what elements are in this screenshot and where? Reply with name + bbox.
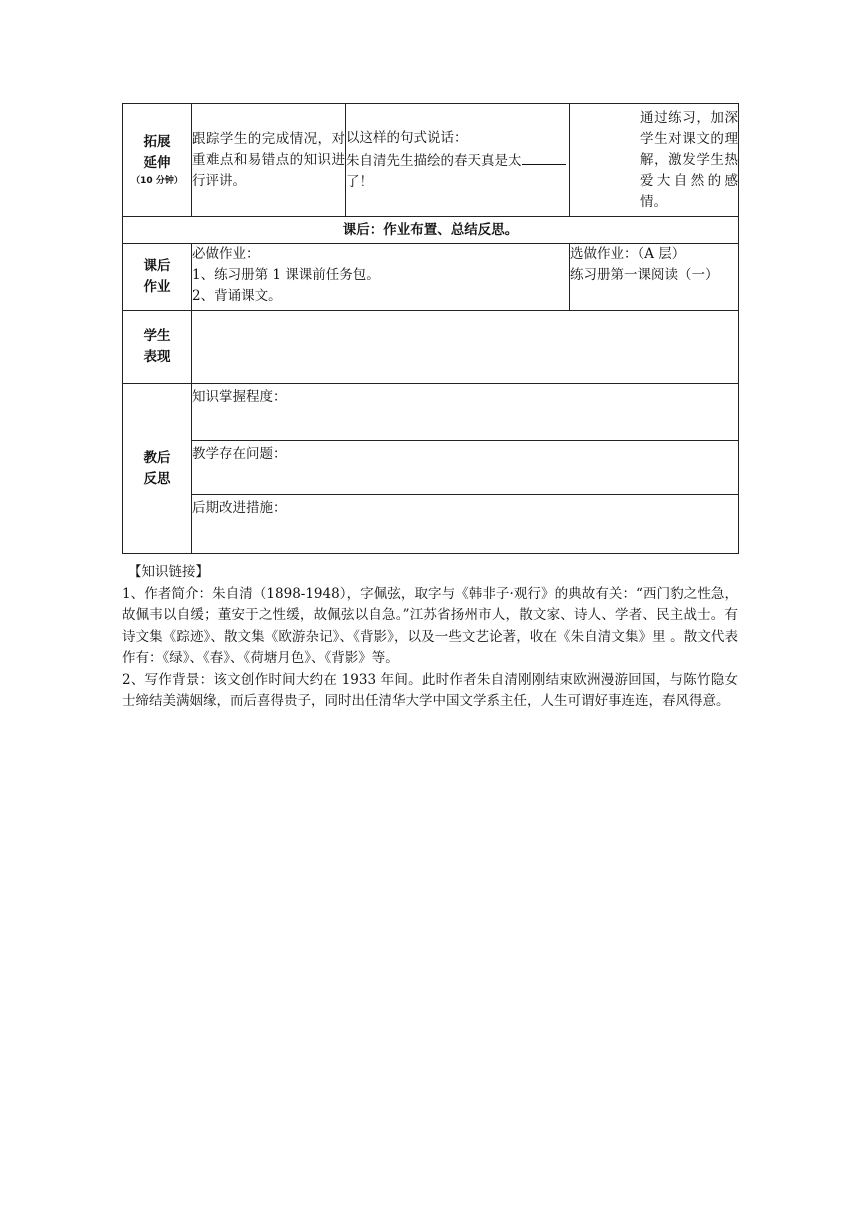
- student-activity-intro: 以这样的句式说话：: [346, 129, 468, 146]
- student-activity-after: 了！: [346, 173, 373, 190]
- homework-label: 课后作业: [143, 258, 171, 295]
- required-homework-item: 1、练习册第 1 课课前任务包。: [192, 267, 380, 283]
- extension-time: （10 分钟）: [131, 176, 183, 186]
- extension-row: [123, 104, 739, 217]
- required-homework-cell: [192, 244, 570, 311]
- reflection-row: [123, 495, 739, 554]
- student-activity-sentence: [346, 149, 569, 193]
- reflection-improvements-cell: [192, 495, 739, 554]
- optional-homework-title: 选做作业：（A 层）: [570, 246, 686, 262]
- design-intent: 通过练习，加深学生对课文的理解，激发学生热爱大自然的感情。: [640, 110, 738, 210]
- reflection-problems-cell: [192, 441, 739, 495]
- lesson-plan-table: [122, 103, 739, 554]
- author-intro-paragraph: 1、作者简介：朱自清（1898-1948），字佩弦，取字与《韩非子·观行》的典故有关：“西门豹之性急，故佩韦以自缓；董安于之性缓，故佩弦以自急。”江苏省扬州市人，散文家、诗人、学者、民主战士。有诗文集《踪迹》、散文集《欧游杂记》、《背影》，以及一些文艺论著，收在《朱自清文集》里 。散文代表作有：《绿》、《春》、《荷塘月色》、《背影》等。: [122, 585, 738, 666]
- extension-label-cell: [123, 104, 192, 217]
- reflection-knowledge: 知识掌握程度：: [192, 389, 287, 405]
- teacher-activity-cell: [192, 104, 346, 217]
- design-intent-cell: [570, 104, 739, 217]
- optional-homework-cell: [570, 244, 739, 311]
- student-activity-before: 朱自清先生描绘的春天真是太: [346, 152, 522, 169]
- performance-content: [192, 311, 739, 384]
- student-activity-cell: [346, 104, 570, 217]
- performance-label-cell: [123, 311, 192, 384]
- extension-label: 拓展延伸: [143, 134, 171, 171]
- banner-row: [123, 217, 739, 244]
- reflection-label-cell: [123, 384, 192, 554]
- homework-label-cell: [123, 244, 192, 311]
- knowledge-heading: 【知识链接】: [128, 564, 209, 580]
- required-homework-item: 2、背诵课文。: [192, 288, 282, 304]
- required-homework-title: 必做作业：: [192, 246, 260, 262]
- performance-row: [123, 311, 739, 384]
- reflection-improvements: 后期改进措施：: [192, 500, 287, 516]
- performance-label: 学生表现: [143, 328, 171, 365]
- background-paragraph: 2、写作背景：该文创作时间大约在 1933 年间。此时作者朱自清刚刚结束欧洲漫游回国，与陈竹隐女士缔结美满姻缘，而后喜得贵子，同时出任清华大学中国文学系主任，人生可谓好事连连，春风得意。: [122, 671, 738, 709]
- optional-homework-item: 练习册第一课阅读（一）: [570, 267, 719, 283]
- teacher-activity: 跟踪学生的完成情况，对重难点和易错点的知识进行评讲。: [192, 130, 345, 189]
- reflection-problems: 教学存在问题：: [192, 446, 287, 462]
- reflection-row: [123, 384, 739, 441]
- after-class-banner: 课后：作业布置、总结反思。: [123, 217, 739, 244]
- homework-row: [123, 244, 739, 311]
- knowledge-section: [122, 562, 738, 713]
- reflection-knowledge-cell: [192, 384, 739, 441]
- reflection-label: 教后反思: [143, 449, 171, 487]
- fill-blank: [522, 149, 566, 165]
- reflection-row: [123, 441, 739, 495]
